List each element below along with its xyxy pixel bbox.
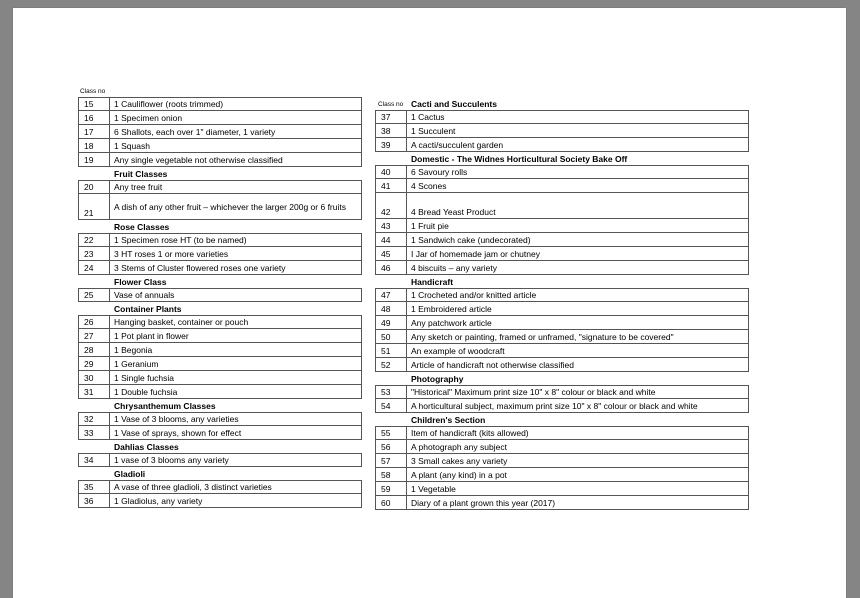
- class-number: 22: [78, 233, 110, 247]
- class-number: 24: [78, 261, 110, 275]
- class-row: [375, 496, 749, 510]
- class-number: 16: [78, 111, 110, 125]
- class-row: [78, 371, 362, 385]
- section-heading: Gladioli: [114, 469, 146, 479]
- class-row: [78, 125, 362, 139]
- class-description: 1 Gladiolus, any variety: [110, 494, 362, 508]
- class-number: 51: [375, 344, 407, 358]
- class-number: 42: [375, 193, 407, 219]
- class-row: [375, 399, 749, 413]
- class-description: 1 Vase of 3 blooms, any varieties: [110, 412, 362, 426]
- class-number: 41: [375, 179, 407, 193]
- class-no-label: [78, 440, 110, 453]
- class-description: 1 Vegetable: [407, 482, 749, 496]
- class-row: [78, 426, 362, 440]
- class-row: [78, 111, 362, 125]
- class-description: 6 Shallots, each over 1" diameter, 1 variety: [110, 125, 362, 139]
- class-row: [375, 165, 749, 179]
- class-number: 37: [375, 110, 407, 124]
- class-number: 30: [78, 371, 110, 385]
- class-description: 1 Fruit pie: [407, 219, 749, 233]
- class-number: 59: [375, 482, 407, 496]
- class-no-label: Class no: [378, 101, 404, 108]
- class-row: [375, 219, 749, 233]
- class-row: [375, 344, 749, 358]
- class-number: 29: [78, 357, 110, 371]
- class-description: 1 Squash: [110, 139, 362, 153]
- class-number: 36: [78, 494, 110, 508]
- section-heading-row: [78, 399, 362, 412]
- section-heading: Children's Section: [411, 415, 486, 425]
- class-no-label: [78, 399, 110, 412]
- class-row: [78, 261, 362, 275]
- class-row: [78, 494, 362, 508]
- section-heading: Domestic - The Widnes Horticultural Society Bake Off: [411, 154, 628, 164]
- class-number: 52: [375, 358, 407, 372]
- class-number: 17: [78, 125, 110, 139]
- section-heading: Flower Class: [114, 277, 167, 287]
- class-description: 1 Crocheted and/or knitted article: [407, 288, 749, 302]
- class-row: [375, 482, 749, 496]
- class-row: [78, 153, 362, 167]
- left-class-table: [78, 88, 362, 508]
- class-row: [375, 138, 749, 152]
- class-description: 3 Small cakes any variety: [407, 454, 749, 468]
- class-description: 1 Embroidered article: [407, 302, 749, 316]
- class-number: 31: [78, 385, 110, 399]
- class-description: A horticultural subject, maximum print size 10" x 8" colour or black and white: [407, 399, 749, 413]
- class-description: A photograph any subject: [407, 440, 749, 454]
- class-row: [375, 385, 749, 399]
- section-heading: Dahlias Classes: [114, 442, 179, 452]
- class-number: 54: [375, 399, 407, 413]
- section-heading: Cacti and Succulents: [411, 99, 497, 109]
- class-description: 4 biscuits – any variety: [407, 261, 749, 275]
- class-row: [78, 194, 362, 220]
- class-number: 43: [375, 219, 407, 233]
- class-no-label: [78, 275, 110, 288]
- class-description: 1 Succulent: [407, 124, 749, 138]
- section-heading: Rose Classes: [114, 222, 170, 232]
- class-description: Any single vegetable not otherwise classified: [110, 153, 362, 167]
- class-description: Hanging basket, container or pouch: [110, 315, 362, 329]
- class-row: [78, 343, 362, 357]
- class-row: [78, 453, 362, 467]
- class-no-label: [78, 302, 110, 315]
- class-number: 15: [78, 97, 110, 111]
- class-row: [78, 180, 362, 194]
- section-heading-row: [375, 152, 749, 165]
- class-no-label: [375, 413, 407, 426]
- class-number: 21: [78, 194, 110, 220]
- class-description: 1 Specimen onion: [110, 111, 362, 125]
- class-number: 19: [78, 153, 110, 167]
- class-row: [375, 124, 749, 138]
- class-row: [375, 233, 749, 247]
- class-row: [375, 358, 749, 372]
- class-description: 3 Stems of Cluster flowered roses one variety: [110, 261, 362, 275]
- class-description: 4 Bread Yeast Product: [407, 193, 749, 219]
- class-no-label: [78, 467, 110, 480]
- class-number: 18: [78, 139, 110, 153]
- class-description: A vase of three gladioli, 3 distinct varieties: [110, 480, 362, 494]
- class-row: [375, 468, 749, 482]
- class-row: [375, 288, 749, 302]
- class-number: 40: [375, 165, 407, 179]
- section-heading: Handicraft: [411, 277, 454, 287]
- section-heading: Chrysanthemum Classes: [114, 401, 216, 411]
- class-description: 1 Double fuchsia: [110, 385, 362, 399]
- class-description: 1 vase of 3 blooms any variety: [110, 453, 362, 467]
- class-description: Item of handicraft (kits allowed): [407, 426, 749, 440]
- class-row: [375, 110, 749, 124]
- class-description: A cacti/succulent garden: [407, 138, 749, 152]
- class-row: [375, 316, 749, 330]
- class-row: [78, 412, 362, 426]
- class-number: 53: [375, 385, 407, 399]
- class-description: An example of woodcraft: [407, 344, 749, 358]
- class-number: 26: [78, 315, 110, 329]
- class-description: I Jar of homemade jam or chutney: [407, 247, 749, 261]
- class-row: [375, 261, 749, 275]
- section-heading: Container Plants: [114, 304, 182, 314]
- class-number: 35: [78, 480, 110, 494]
- class-no-label: [78, 167, 110, 180]
- class-no-label: [375, 152, 407, 165]
- section-heading-row: [375, 413, 749, 426]
- class-row: [375, 426, 749, 440]
- class-number: 60: [375, 496, 407, 510]
- class-no-label: [78, 220, 110, 233]
- section-heading-row: [78, 302, 362, 315]
- class-description: Article of handicraft not otherwise classified: [407, 358, 749, 372]
- class-row: [78, 329, 362, 343]
- class-number: 34: [78, 453, 110, 467]
- class-description: A dish of any other fruit – whichever the larger 200g or 6 fruits: [110, 194, 362, 220]
- class-number: 58: [375, 468, 407, 482]
- class-number: 27: [78, 329, 110, 343]
- class-row: [375, 193, 749, 219]
- class-row: [375, 330, 749, 344]
- class-description: 1 Single fuchsia: [110, 371, 362, 385]
- class-number: 48: [375, 302, 407, 316]
- section-heading-row: [375, 275, 749, 288]
- class-number: 38: [375, 124, 407, 138]
- section-heading-row: [78, 220, 362, 233]
- section-heading: Photography: [411, 374, 464, 384]
- class-number: 23: [78, 247, 110, 261]
- class-description: 1 Pot plant in flower: [110, 329, 362, 343]
- section-heading-row: [78, 275, 362, 288]
- class-description: 3 HT roses 1 or more varieties: [110, 247, 362, 261]
- class-number: 33: [78, 426, 110, 440]
- class-no-label: Class no: [80, 88, 106, 95]
- class-row: [78, 139, 362, 153]
- class-description: 6 Savoury rolls: [407, 165, 749, 179]
- class-description: 1 Cauliflower (roots trimmed): [110, 97, 362, 111]
- document-page: [13, 8, 846, 598]
- class-number: 45: [375, 247, 407, 261]
- class-number: 39: [375, 138, 407, 152]
- section-heading-row: [375, 97, 749, 110]
- class-number: 47: [375, 288, 407, 302]
- class-row: [78, 97, 362, 111]
- left-rows: [78, 97, 362, 508]
- class-description: Diary of a plant grown this year (2017): [407, 496, 749, 510]
- class-description: Any tree fruit: [110, 180, 362, 194]
- class-description: Any patchwork article: [407, 316, 749, 330]
- class-row: [375, 440, 749, 454]
- class-no-label: [375, 372, 407, 385]
- class-row: [375, 179, 749, 193]
- class-row: [78, 288, 362, 302]
- class-description: Any sketch or painting, framed or unframed, "signature to be covered": [407, 330, 749, 344]
- class-description: 1 Geranium: [110, 357, 362, 371]
- section-heading-row: [375, 372, 749, 385]
- section-heading: Fruit Classes: [114, 169, 168, 179]
- class-row: [78, 385, 362, 399]
- class-number: 49: [375, 316, 407, 330]
- class-number: 55: [375, 426, 407, 440]
- class-number: 50: [375, 330, 407, 344]
- class-row: [78, 233, 362, 247]
- class-row: [78, 315, 362, 329]
- section-heading-row: [78, 467, 362, 480]
- class-no-spacer: [375, 88, 749, 97]
- section-heading-row: [78, 440, 362, 453]
- class-number: 46: [375, 261, 407, 275]
- class-description: 1 Begonia: [110, 343, 362, 357]
- class-number: 28: [78, 343, 110, 357]
- class-number: 56: [375, 440, 407, 454]
- class-row: [375, 454, 749, 468]
- class-row: [78, 480, 362, 494]
- class-row: [375, 302, 749, 316]
- class-description: "Historical" Maximum print size 10" x 8" colour or black and white: [407, 385, 749, 399]
- right-class-table: [375, 88, 749, 510]
- class-number: 32: [78, 412, 110, 426]
- class-description: 1 Vase of sprays, shown for effect: [110, 426, 362, 440]
- class-no-label: [375, 275, 407, 288]
- right-rows: [375, 97, 749, 510]
- class-description: Vase of annuals: [110, 288, 362, 302]
- class-description: 1 Specimen rose HT (to be named): [110, 233, 362, 247]
- section-heading-row: [78, 167, 362, 180]
- class-row: [78, 357, 362, 371]
- class-number: 57: [375, 454, 407, 468]
- class-number: 20: [78, 180, 110, 194]
- class-description: 1 Cactus: [407, 110, 749, 124]
- class-description: 1 Sandwich cake (undecorated): [407, 233, 749, 247]
- class-number: 25: [78, 288, 110, 302]
- class-row: [375, 247, 749, 261]
- class-description: A plant (any kind) in a pot: [407, 468, 749, 482]
- class-row: [78, 247, 362, 261]
- class-description: 4 Scones: [407, 179, 749, 193]
- class-number: 44: [375, 233, 407, 247]
